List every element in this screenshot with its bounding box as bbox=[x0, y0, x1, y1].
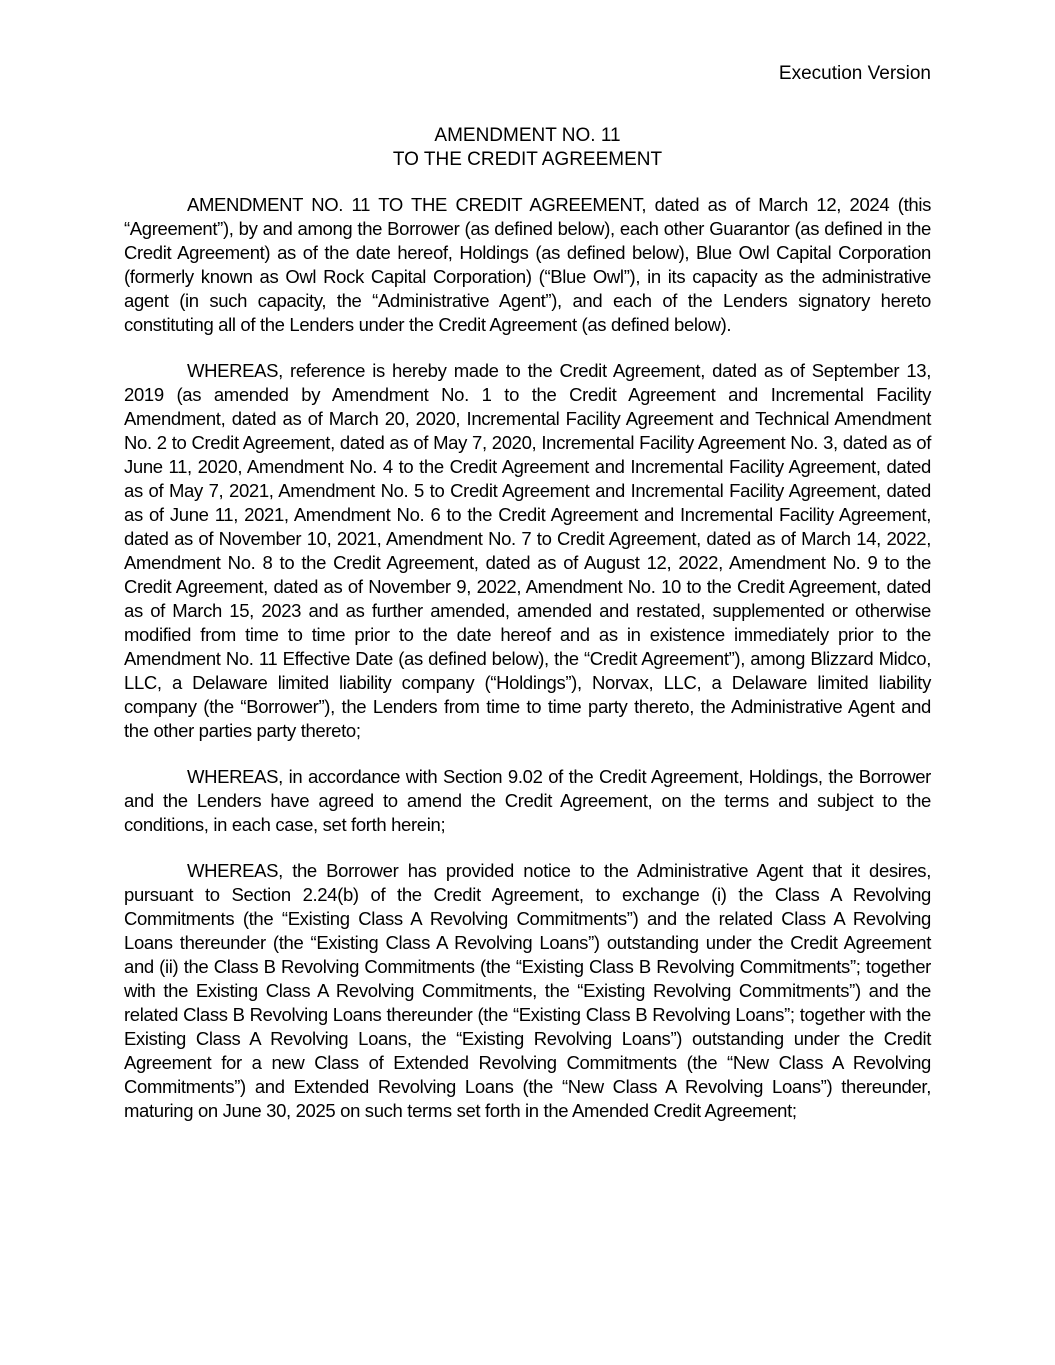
paragraph-preamble: AMENDMENT NO. 11 TO THE CREDIT AGREEMENT, dated as of March 12, 2024 (this “Agreement”), by and among the Borrower (as defined below), each other Guarantor (as defined in the Credit Agreement) as of the date hereof, Holdings (as defined below), Blue Owl Capital Corporation (formerly known as Owl Rock Capital Corporation) (“Blue Owl”), in its capacity as the administrative agent (in such capacity, the “Administrative Agent”), and each of the Lenders signatory hereto constituting all of the Lenders under the Credit Agreement (as defined below). bbox=[124, 194, 931, 335]
title-line-1: AMENDMENT NO. 11 bbox=[434, 125, 621, 146]
document-body bbox=[124, 193, 931, 1145]
document-title bbox=[0, 124, 1055, 172]
paragraph-whereas-credit-agreement: WHEREAS, reference is hereby made to the Credit Agreement, dated as of September 13, 2019 (as amended by Amendment No. 1 to the Credit Agreement and Incremental Facility Amendment, dated as of March 20, 2020, Incremental Facility Agreement and Technical Amendment No. 2 to Credit Agreement, dated as of May 7, 2020, Incremental Facility Agreement No. 3, dated as of June 11, 2020, Amendment No. 4 to the Credit Agreement and Incremental Facility Agreement, dated as of May 7, 2021, Amendment No. 5 to Credit Agreement and Incremental Facility Agreement, dated as of June 11, 2021, Amendment No. 6 to the Credit Agreement and Incremental Facility Agreement, dated as of November 10, 2021, Amendment No. 7 to Credit Agreement, dated as of March 14, 2022, Amendment No. 8 to the Credit Agreement, dated as of August 12, 2022, Amendment No. 9 to the Credit Agreement, dated as of November 9, 2022, Amendment No. 10 to the Credit Agreement, dated as of March 15, 2023 and as further amended, amended and restated, supplemented or otherwise modified from time to time prior to the date hereof and as in existence immediately prior to the Amendment No. 11 Effective Date (as defined below), the “Credit Agreement”), among Blizzard Midco, LLC, a Delaware limited liability company (“Holdings”), Norvax, LLC, a Delaware limited liability company (the “Borrower”), the Lenders from time to time party thereto, the Administrative Agent and the other parties party thereto; bbox=[124, 360, 931, 741]
paragraph-whereas-exchange: WHEREAS, the Borrower has provided notice to the Administrative Agent that it desires, pursuant to Section 2.24(b) of the Credit Agreement, to exchange (i) the Class A Revolving Commitments (the “Existing Class A Revolving Commitments”) and the related Class A Revolving Loans thereunder (the “Existing Class A Revolving Loans”) outstanding under the Credit Agreement and (ii) the Class B Revolving Commitments (the “Existing Class B Revolving Commitments”; together with the Existing Class A Revolving Commitments, the “Existing Revolving Commitments”) and the related Class B Revolving Loans thereunder (the “Existing Class B Revolving Loans”; together with the Existing Class A Revolving Loans, the “Existing Revolving Loans”) outstanding under the Credit Agreement for a new Class of Extended Revolving Commitments (the “New Class A Revolving Commitments”) and Extended Revolving Loans (the “New Class A Revolving Loans”) thereunder, maturing on June 30, 2025 on such terms set forth in the Amended Credit Agreement; bbox=[124, 860, 931, 1121]
title-line-2: TO THE CREDIT AGREEMENT bbox=[392, 149, 663, 170]
paragraph-whereas-amend: WHEREAS, in accordance with Section 9.02 of the Credit Agreement, Holdings, the Borrower and the Lenders have agreed to amend the Credit Agreement, on the terms and subject to the conditions, in each case, set forth herein; bbox=[124, 766, 931, 835]
execution-version-label: Execution Version bbox=[778, 63, 931, 84]
